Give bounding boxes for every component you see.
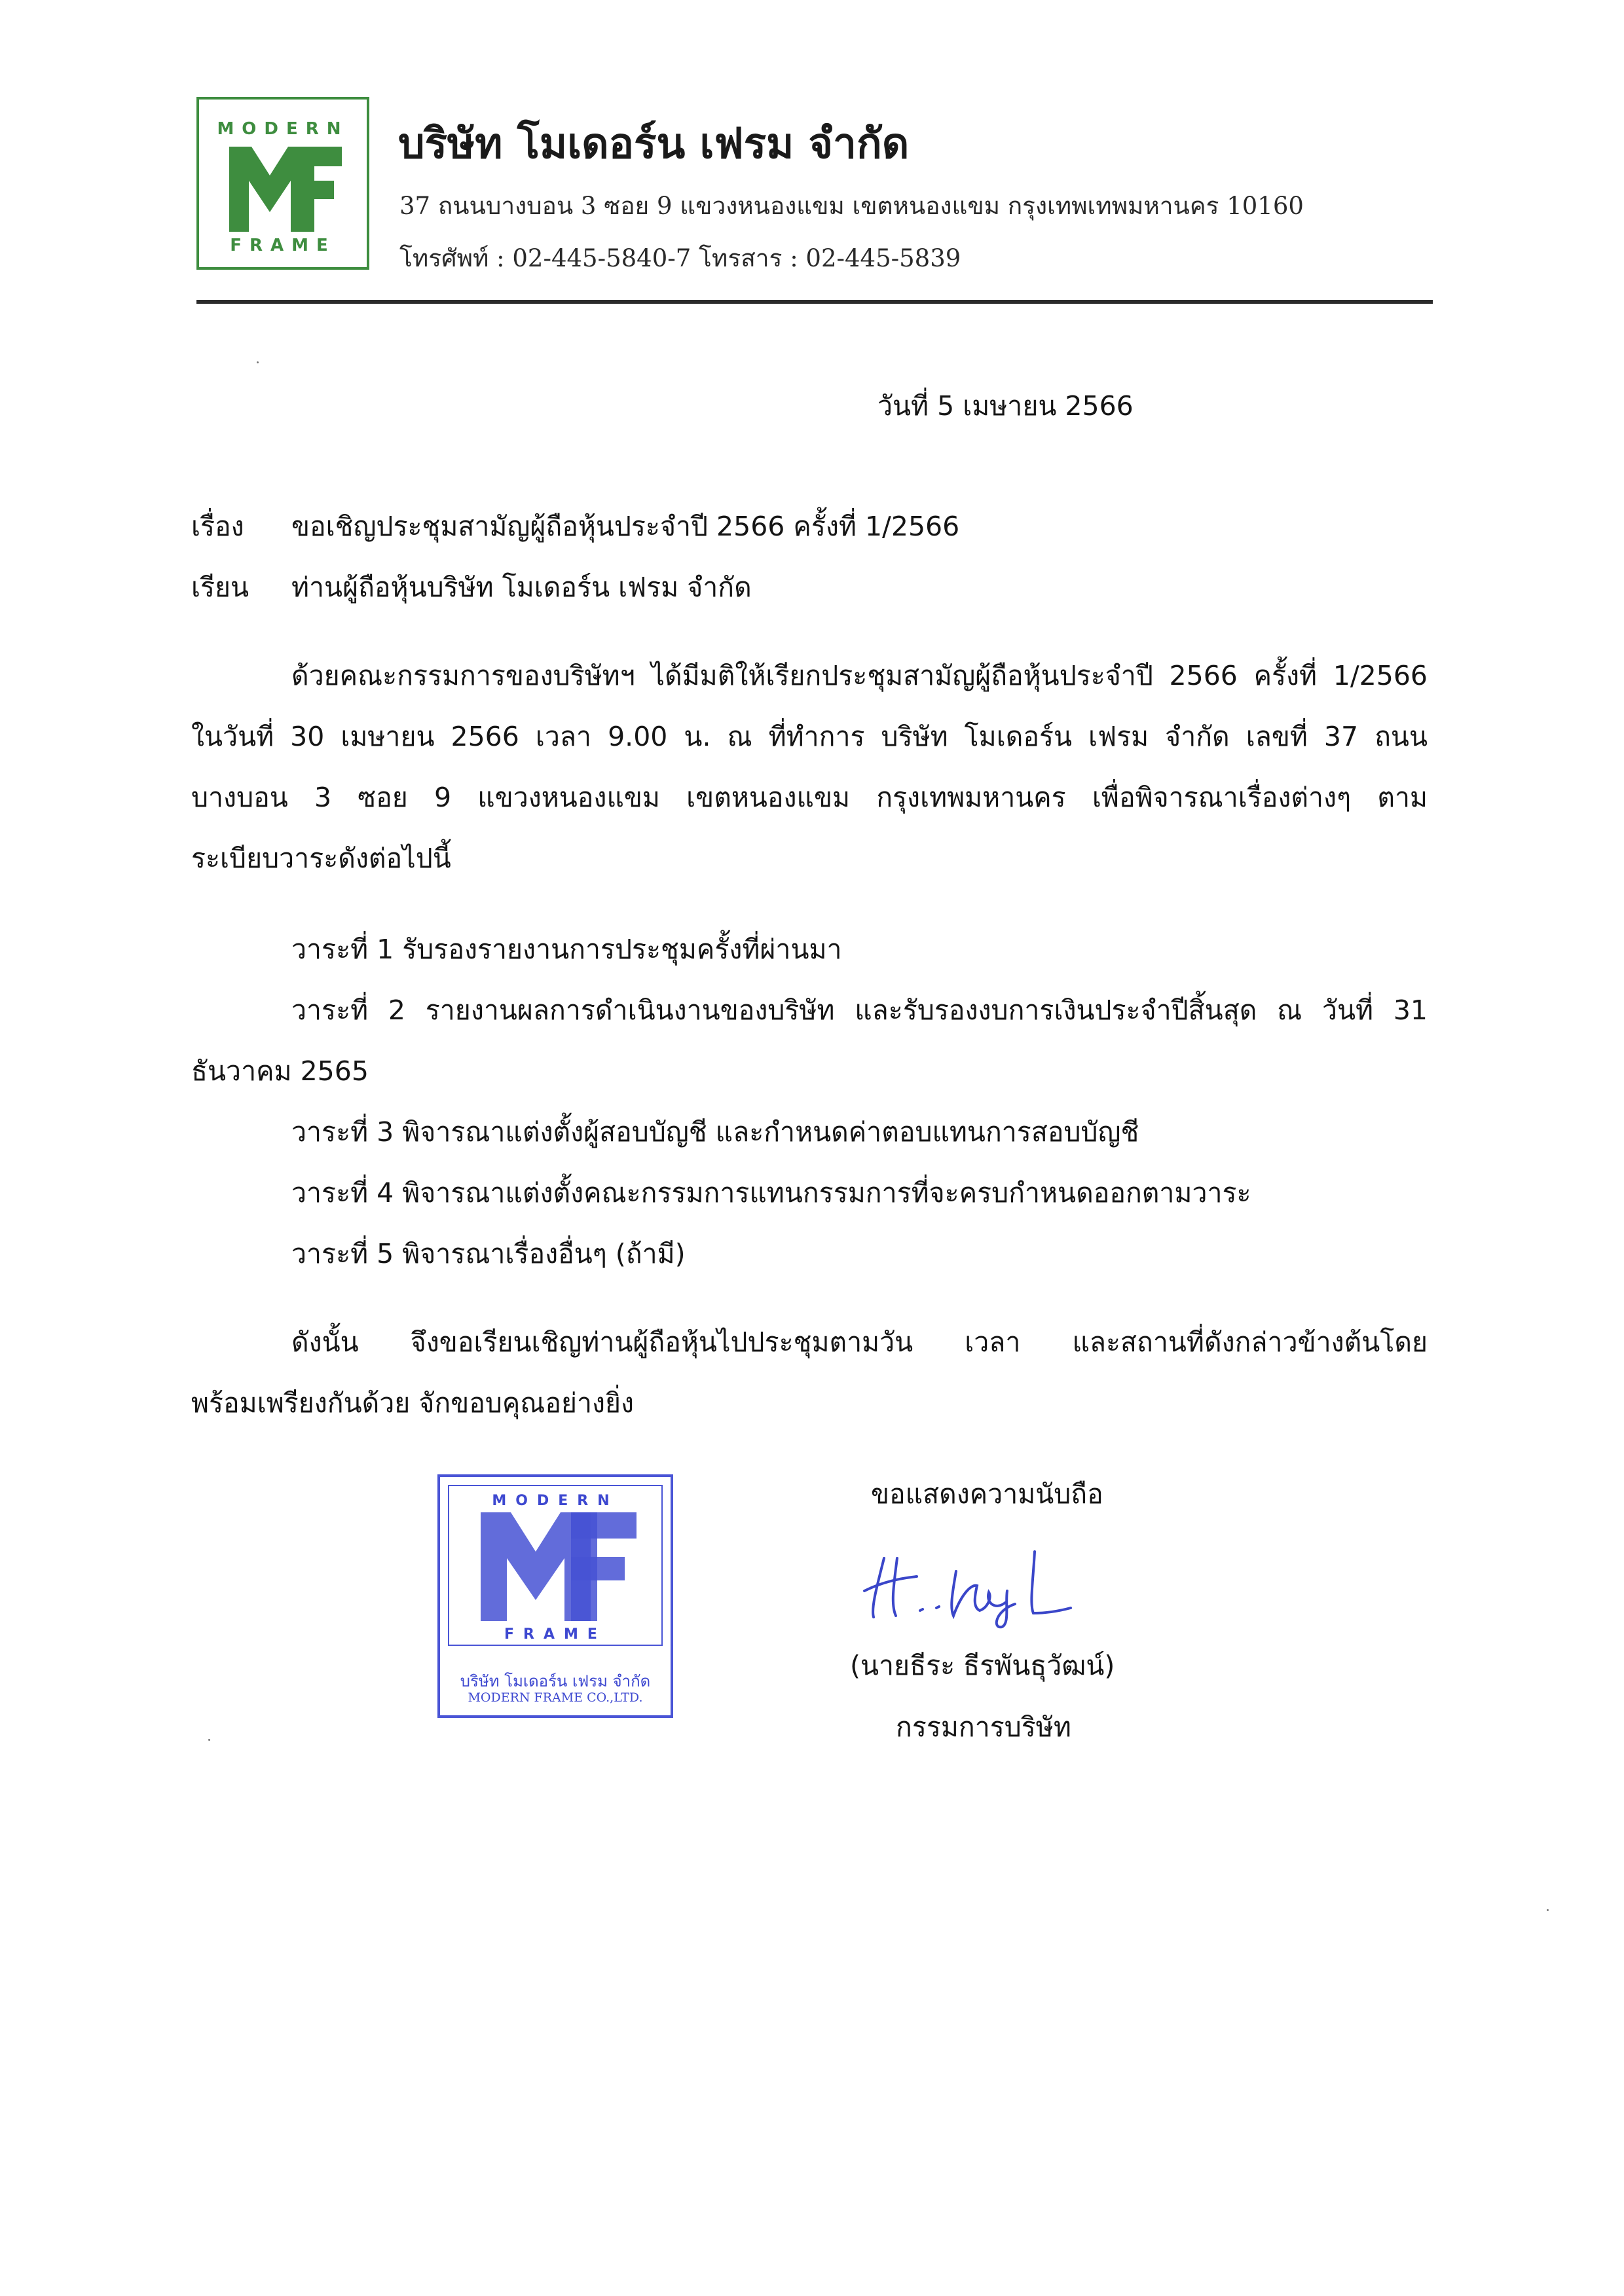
header-divider: [196, 300, 1433, 304]
scan-speck: [257, 361, 259, 363]
agenda-item-continued: ธันวาคม 2565: [191, 1055, 369, 1087]
recipient-text: ท่านผู้ถือหุ้นบริษัท โมเดอร์น เฟรม จำกัด: [291, 572, 752, 603]
company-logo: [196, 97, 369, 270]
company-name: บริษัท โมเดอร์น เฟรม จำกัด: [398, 119, 910, 168]
intro-line: ด้วยคณะกรรมการของบริษัทฯ ได้มีมติให้เรียกประชุมสามัญผู้ถือหุ้นประจำปี 2566 ครั้งที่ 1/2566: [291, 660, 1428, 691]
scan-speck: [208, 1739, 210, 1741]
subject-text: ขอเชิญประชุมสามัญผู้ถือหุ้นประจำปี 2566 ครั้งที่ 1/2566: [291, 511, 960, 542]
agenda-item: วาระที่ 5 พิจารณาเรื่องอื่นๆ (ถ้ามี): [291, 1238, 686, 1269]
intro-line: บางบอน 3 ซอย 9 แขวงหนองแขม เขตหนองแขม กรุงเทพมหานคร เพื่อพิจารณาเรื่องต่างๆ ตาม: [191, 782, 1428, 813]
logo-top-word: MODERN: [217, 119, 349, 139]
intro-line: ระเบียบวาระดังต่อไปนี้: [191, 843, 451, 874]
subject-label: เรื่อง: [191, 511, 244, 542]
signer-name: (นายธีระ ธีรพันธุวัฒน์): [850, 1650, 1115, 1681]
stamp-caption-thai: บริษัท โมเดอร์น เฟรม จำกัด: [460, 1672, 651, 1690]
intro-line: ในวันที่ 30 เมษายน 2566 เวลา 9.00 น. ณ ที่ทำการ บริษัท โมเดอร์น เฟรม จำกัด เลขที่ 37 ถนน: [191, 721, 1428, 752]
stamp-caption-english: MODERN FRAME CO.,LTD.: [468, 1690, 643, 1705]
agenda-item: วาระที่ 1 รับรองรายงานการประชุมครั้งที่ผ่านมา: [291, 934, 842, 965]
mf-logo-icon: [229, 147, 342, 232]
agenda-item: วาระที่ 2 รายงานผลการดำเนินงานของบริษัท และรับรองงบการเงินประจำปีสิ้นสุด ณ วันที่ 31: [291, 994, 1428, 1026]
complimentary-close: ขอแสดงความนับถือ: [871, 1478, 1103, 1510]
letter-date: วันที่ 5 เมษายน 2566: [877, 390, 1134, 422]
stamp-bottom-word: FRAME: [504, 1626, 606, 1643]
agenda-item: วาระที่ 3 พิจารณาแต่งตั้งผู้สอบบัญชี และกำหนดค่าตอบแทนการสอบบัญชี: [291, 1116, 1139, 1148]
closing-line: พร้อมเพรียงกันด้วย จักขอบคุณอย่างยิ่ง: [191, 1387, 635, 1419]
recipient-label: เรียน: [191, 572, 249, 603]
logo-bottom-word: FRAME: [230, 236, 336, 255]
company-stamp: [437, 1474, 673, 1718]
handwritten-signature-icon: [858, 1545, 1080, 1630]
agenda-item: วาระที่ 4 พิจารณาแต่งตั้งคณะกรรมการแทนกรรมการที่จะครบกำหนดออกตามวาระ: [291, 1177, 1251, 1209]
closing-line: ดังนั้น จึงขอเรียนเชิญท่านผู้ถือหุ้นไปประชุมตามวัน เวลา และสถานที่ดังกล่าวข้างต้นโดย: [291, 1326, 1428, 1358]
company-contact: โทรศัพท์ : 02-445-5840-7 โทรสาร : 02-445-5839: [399, 244, 961, 272]
stamp-top-word: MODERN: [492, 1493, 619, 1509]
company-address: 37 ถนนบางบอน 3 ซอย 9 แขวงหนองแขม เขตหนองแขม กรุงเทพเทพมหานคร 10160: [399, 192, 1304, 220]
mf-stamp-logo-icon: [481, 1512, 637, 1621]
scan-speck: [1547, 1909, 1549, 1911]
signer-position: กรรมการบริษัท: [896, 1711, 1071, 1743]
stamp-inner-frame: [448, 1485, 663, 1646]
